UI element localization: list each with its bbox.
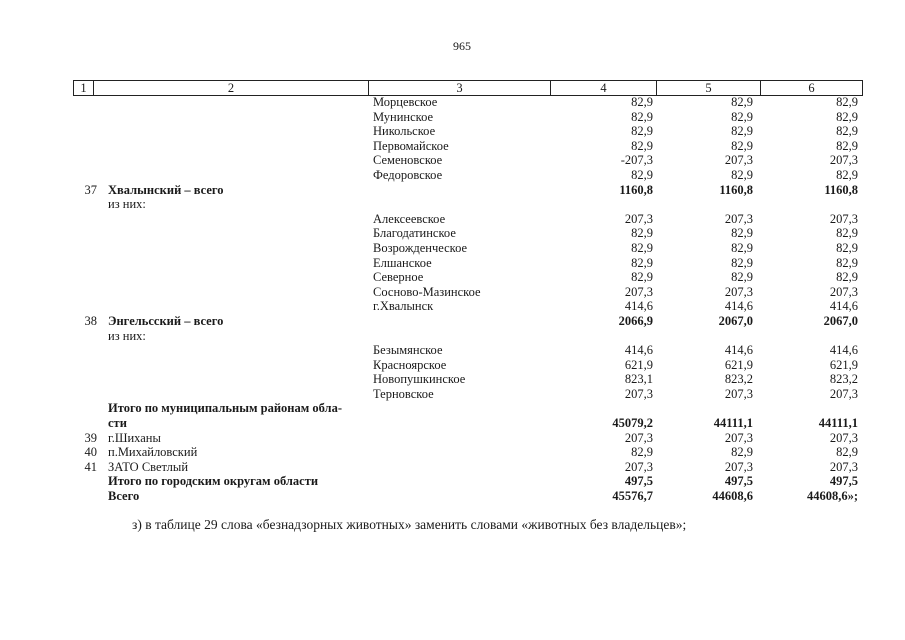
- table-header-row: [73, 80, 863, 96]
- value-col-4: 414,6: [624, 343, 653, 358]
- value-col-5: 82,9: [731, 240, 753, 255]
- value-col-4: 207,3: [624, 211, 653, 226]
- value-col-4: 207,3: [624, 386, 653, 401]
- value-col-4: 207,3: [624, 430, 653, 445]
- value-col-4: 82,9: [631, 255, 653, 270]
- row-number: 41: [84, 459, 97, 474]
- value-col-5: 82,9: [731, 109, 753, 124]
- table-row: [73, 110, 861, 125]
- value-col-4: 497,5: [624, 474, 653, 489]
- value-col-6: 82,9: [836, 226, 858, 241]
- value-col-6: 207,3: [829, 284, 858, 299]
- value-col-5: 207,3: [724, 430, 753, 445]
- settlement-name: Сосново-Мазинское: [373, 284, 481, 299]
- value-col-6: 621,9: [829, 357, 858, 372]
- value-col-6: 82,9: [836, 109, 858, 124]
- value-col-5: 621,9: [724, 357, 753, 372]
- settlement-name: Алексеевское: [373, 211, 446, 226]
- value-col-6: 207,3: [829, 386, 858, 401]
- value-col-4: 82,9: [631, 138, 653, 153]
- table-row: [73, 343, 861, 358]
- value-col-6: 823,2: [829, 372, 858, 387]
- table-row: [73, 372, 861, 387]
- value-col-4: 621,9: [624, 357, 653, 372]
- value-col-5: 82,9: [731, 167, 753, 182]
- page-number: 965: [453, 39, 471, 53]
- district-name: ЗАТО Светлый: [108, 459, 189, 474]
- value-col-4: 207,3: [624, 284, 653, 299]
- value-col-5: 82,9: [731, 124, 753, 139]
- value-col-5: 207,3: [724, 153, 753, 168]
- table-row: [73, 401, 861, 416]
- table-row: [73, 416, 861, 431]
- value-col-5: 1160,8: [719, 182, 753, 197]
- row-number: 37: [84, 182, 97, 197]
- table-row: [73, 241, 861, 256]
- district-name: п.Михайловский: [108, 445, 198, 460]
- value-col-6: 414,6: [829, 299, 858, 314]
- settlement-name: Федоровское: [373, 167, 443, 182]
- value-col-5: 82,9: [731, 95, 753, 109]
- header-col-2: 2: [94, 81, 369, 95]
- table-row: [73, 358, 861, 373]
- value-col-5: 497,5: [724, 474, 753, 489]
- value-col-5: 207,3: [724, 284, 753, 299]
- value-col-6: 82,9: [836, 124, 858, 139]
- value-col-4: 45079,2: [612, 416, 653, 431]
- settlement-name: Никольское: [373, 124, 436, 139]
- value-col-6: 2067,0: [823, 313, 858, 328]
- value-col-4: 82,9: [631, 270, 653, 285]
- settlement-name: Мунинское: [373, 109, 434, 124]
- value-col-5: 44111,1: [713, 416, 753, 431]
- table-row: [73, 256, 861, 271]
- header-col-3: 3: [369, 81, 551, 95]
- value-col-4: 823,1: [624, 372, 653, 387]
- value-col-6: 82,9: [836, 270, 858, 285]
- district-name: из них:: [108, 328, 146, 343]
- value-col-6: 82,9: [836, 138, 858, 153]
- district-name: сти: [108, 416, 127, 431]
- settlement-name: Морцевское: [373, 95, 438, 109]
- table-row: [73, 285, 861, 300]
- table-row: [73, 314, 861, 329]
- value-col-4: 82,9: [631, 109, 653, 124]
- settlement-name: Безымянское: [373, 343, 443, 358]
- value-col-5: 82,9: [731, 138, 753, 153]
- table-row: [73, 387, 861, 402]
- value-col-4: 207,3: [624, 459, 653, 474]
- value-col-5: 82,9: [731, 270, 753, 285]
- value-col-4: 82,9: [631, 226, 653, 241]
- district-name: из них:: [108, 197, 146, 212]
- table-row: [73, 124, 861, 139]
- district-name: г.Шиханы: [108, 430, 161, 445]
- settlement-name: Первомайское: [373, 138, 449, 153]
- table-row: [73, 153, 861, 168]
- settlement-name: Елшанское: [373, 255, 432, 270]
- table-row: [73, 95, 861, 110]
- value-col-6: 82,9: [836, 445, 858, 460]
- table-row: [73, 197, 861, 212]
- value-col-4: 1160,8: [619, 182, 653, 197]
- district-name: Хвалынский – всего: [108, 182, 224, 197]
- district-name: Всего: [108, 489, 140, 504]
- table-row: [73, 226, 861, 241]
- value-col-4: 45576,7: [612, 489, 653, 504]
- value-col-5: 82,9: [731, 226, 753, 241]
- value-col-5: 82,9: [731, 255, 753, 270]
- value-col-6: 207,3: [829, 430, 858, 445]
- table-row: [73, 183, 861, 198]
- header-col-6: 6: [808, 81, 815, 95]
- table-row: [73, 460, 861, 475]
- table-row: [73, 168, 861, 183]
- value-col-6: 414,6: [829, 343, 858, 358]
- value-col-4: 414,6: [624, 299, 653, 314]
- header-col-5: 5: [657, 81, 761, 95]
- header-col-1: 1: [74, 81, 94, 95]
- value-col-5: 823,2: [724, 372, 753, 387]
- district-name: Итого по муниципальным районам обла-: [108, 401, 342, 416]
- value-col-4: 82,9: [631, 167, 653, 182]
- table-row: [73, 212, 861, 227]
- value-col-5: 44608,6: [712, 489, 753, 504]
- value-col-5: 207,3: [724, 386, 753, 401]
- district-name: Итого по городским округам области: [108, 474, 319, 489]
- value-col-6: 82,9: [836, 255, 858, 270]
- value-col-4: -207,3: [620, 153, 653, 168]
- value-col-5: 2067,0: [718, 313, 753, 328]
- table-row: [73, 474, 861, 489]
- settlement-name: Красноярское: [373, 357, 447, 372]
- table-row: [73, 431, 861, 446]
- value-col-6: 207,3: [829, 459, 858, 474]
- value-col-6: 44111,1: [818, 416, 858, 431]
- district-name: Энгельсский – всего: [108, 313, 224, 328]
- settlement-name: г.Хвалынск: [373, 299, 434, 314]
- value-col-6: 207,3: [829, 211, 858, 226]
- table-row: [73, 445, 861, 460]
- settlement-name: Возрожденческое: [373, 240, 468, 255]
- settlement-name: Северное: [373, 270, 424, 285]
- settlement-name: Терновское: [373, 386, 434, 401]
- value-col-6: 1160,8: [824, 182, 858, 197]
- value-col-4: 2066,9: [618, 313, 653, 328]
- row-number: 40: [84, 445, 97, 460]
- value-col-5: 207,3: [724, 459, 753, 474]
- settlement-name: Новопушкинское: [373, 372, 466, 387]
- settlement-name: Благодатинское: [373, 226, 456, 241]
- settlement-name: Семеновское: [373, 153, 443, 168]
- value-col-5: 414,6: [724, 343, 753, 358]
- row-number: 38: [84, 313, 97, 328]
- value-col-6: 44608,6»;: [806, 489, 858, 504]
- table-row: [73, 299, 861, 314]
- value-col-6: 82,9: [836, 240, 858, 255]
- value-col-5: 82,9: [731, 445, 753, 460]
- value-col-4: 82,9: [631, 445, 653, 460]
- table-row: [73, 139, 861, 154]
- header-col-4: 4: [551, 81, 657, 95]
- table-row: [73, 489, 861, 504]
- table-body: [73, 95, 861, 504]
- value-col-4: 82,9: [631, 95, 653, 109]
- value-col-6: 207,3: [829, 153, 858, 168]
- value-col-4: 82,9: [631, 124, 653, 139]
- value-col-6: 497,5: [829, 474, 858, 489]
- value-col-5: 207,3: [724, 211, 753, 226]
- row-number: 39: [84, 430, 97, 445]
- table-row: [73, 270, 861, 285]
- value-col-6: 82,9: [836, 167, 858, 182]
- amendment-paragraph: з) в таблице 29 слова «безнадзорных животных» заменить словами «животных без владельцев»;: [132, 517, 687, 532]
- value-col-6: 82,9: [836, 95, 858, 109]
- value-col-5: 414,6: [724, 299, 753, 314]
- table-row: [73, 329, 861, 344]
- value-col-4: 82,9: [631, 240, 653, 255]
